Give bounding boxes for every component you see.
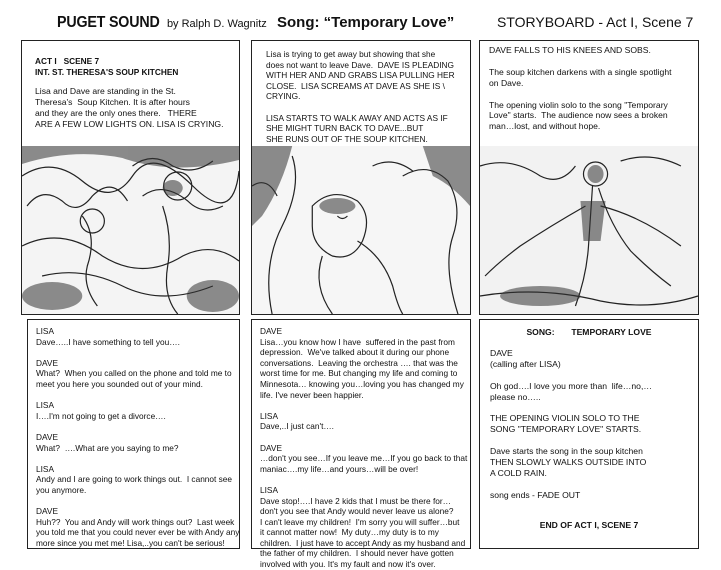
- storyboard-panel-6: [479, 319, 699, 549]
- song-title: Song: “Temporary Love”: [277, 14, 455, 31]
- panel-5-dialogue: DAVE Lisa…you know how I have suffered in the past from depression. We've talked about it during our phone conversations. Leaving the orchestra …. that was the worst time for me. But changing my life and coming to Minnesota… knowing you…loving you has changed my life. I've never been happier. LISA Dave,..I just can't…. DAVE …don't you see…If you leave me…If you go back to that maniac….my life…and yours…will be over! LISA Dave stop!….I have 2 kids that I must be there for… don't you see that Andy would never leave us alone? I can't leave my children! I'm sorry you will suffer…but it cannot matter now! My duty…my duty is to my children. I just have to accept Andy as my husband and the father of my children. I should never have gotten involved with you. It's my fault and now it's over.: [260, 326, 468, 570]
- panel-2-sketch: [252, 146, 470, 314]
- sketch-image-2: [252, 146, 470, 314]
- sketch-image-1: [22, 146, 239, 314]
- storyboard-panel-5: [251, 319, 471, 570]
- storyboard-panel-4: [27, 319, 240, 549]
- storyboard-panel-2: [251, 40, 471, 315]
- sketch-image-3: [480, 146, 698, 314]
- panel-1-sketch: [22, 146, 239, 314]
- panel-2-text: Lisa is trying to get away but showing that she does not want to leave Dave. DAVE IS PLEADING WITH HER AND AND GRABS LISA PULLING HER CLOSE. LISA SCREAMS AT DAVE AS SHE IS \ CRYING. LISA STARTS TO WALK AWAY AND ACTS AS IF SHE MIGHT TURN BACK TO DAVE...BUT SHE RUNS OUT OF THE SOUP KITCHEN.: [266, 49, 455, 144]
- panel-6-footer: END OF ACT I, SCENE 7: [539, 520, 639, 530]
- storyboard-panel-3: [479, 40, 699, 315]
- panel-1-text: Lisa and Dave are standing in the St. Theresa's Soup Kitchen. It is after hours and they are the only ones there. THERE ARE A FEW LOW LIGHTS ON. LISA IS CRYING.: [35, 86, 224, 129]
- panel-6-text: DAVE (calling after LISA) Oh god….I love you more than life…no,… please no….. THE OPENING VIOLIN SOLO TO THE SONG "TEMPORARY LOVE" STARTS. Dave starts the song in the soup kitchen THEN SLOWLY WALKS OUTSIDE INTO A COLD RAIN. song ends - FADE OUT: [490, 348, 652, 500]
- panel-3-text: DAVE FALLS TO HIS KNEES AND SOBS. The soup kitchen darkens with a single spotlight on Dave. The opening violin solo to the song "Temporary Love" starts. The audience now sees a broken man…lost, and without hope.: [489, 45, 672, 132]
- storyboard-label: STORYBOARD - Act I, Scene 7: [497, 14, 694, 30]
- brand-title: PUGET SOUND: [57, 14, 160, 31]
- panel-3-sketch: [480, 146, 698, 314]
- title-header: [57, 14, 267, 32]
- author-byline: by Ralph D. Wagnitz: [166, 18, 267, 30]
- panel-6-heading: SONG: TEMPORARY LOVE: [526, 327, 652, 337]
- storyboard-panel-1: [21, 40, 240, 315]
- panel-1-heading: ACT I SCENE 7 INT. ST. THERESA'S SOUP KITCHEN: [35, 56, 179, 77]
- panel-4-dialogue: LISA Dave…..I have something to tell you…. DAVE What? When you called on the phone and told me to meet you here you sounded out of your mind. LISA I….I'm not going to get a divorce…. DAVE What? ….What are you saying to me? LISA Andy and I are going to work things out. I cannot see you anymore. DAVE Huh?? You and Andy will work things out? Last week you told me that you could never ever be with Andy any more since you met me! Lisa,..you can't be serious!: [36, 326, 240, 548]
